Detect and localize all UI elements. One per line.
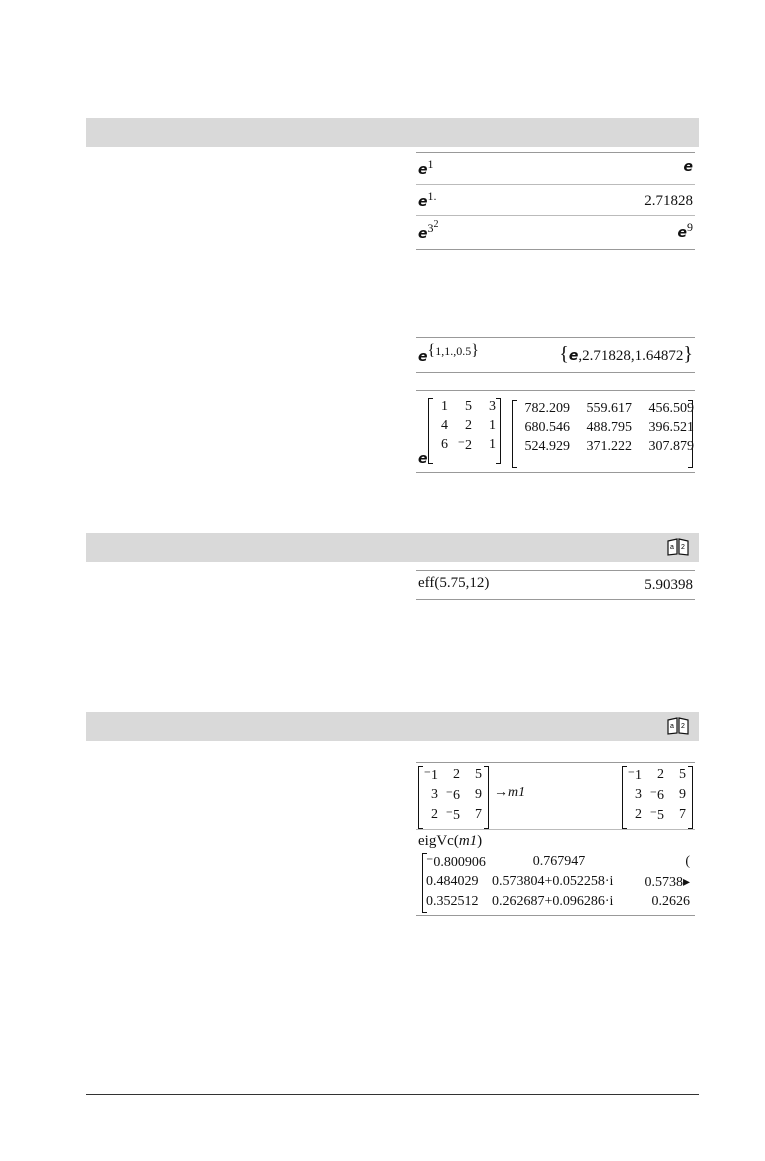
m1-matrix: ⁻1 2 5 3 ⁻6 9 2 ⁻5 7 [423, 767, 482, 823]
svg-text:a: a [670, 723, 674, 730]
example-row-3 [416, 215, 695, 249]
input-matrix: 1 5 3 4 2 1 6 ⁻2 1 [441, 399, 496, 453]
store-arrow: →m1 [494, 785, 526, 800]
result-matrix: 782.209 559.617 456.509 680.546 488.795 396.521 524.929 371.222 307.879 [524, 401, 694, 454]
footer-rule [86, 1094, 699, 1095]
result-bracket-right [688, 766, 693, 829]
example-row-1 [416, 153, 695, 184]
section-header-bar-1 [86, 118, 699, 147]
example-panel-eff [416, 570, 695, 600]
expression: $e^{1.}$ [418, 189, 437, 210]
eigvc-expression: eigVc(m1) [418, 833, 483, 849]
result: $e^9$ [677, 220, 693, 241]
example-panel-eigvc [416, 762, 695, 916]
result: 2.71828 [644, 193, 693, 209]
book-icon [667, 538, 689, 556]
expression: $e^1$ [418, 157, 434, 178]
svg-text:a: a [670, 544, 674, 551]
example-row-2 [416, 184, 695, 215]
result: {e,2.71828,1.64872} [559, 343, 693, 365]
result: e [683, 159, 693, 175]
e-base: e [418, 451, 428, 467]
bracket-right [484, 766, 489, 829]
book-icon [667, 717, 689, 735]
svg-text:2: 2 [681, 544, 685, 551]
row-divider [416, 829, 695, 830]
example-panel-exp [416, 152, 695, 250]
bracket-right [496, 398, 501, 464]
eigvc-result-matrix: ⁻0.800906 0.767947 ( 0.484029 0.573804+0.052258·i 0.5738▸ 0.352512 0.262687+0.096286·i 0.2626 [426, 854, 690, 909]
example-panel-list [416, 337, 695, 373]
svg-text:2: 2 [681, 723, 685, 730]
expression: $e^{\{1,1.,0.5\}}$ [418, 342, 479, 365]
section-header-bar-3 [86, 712, 699, 741]
result: 5.90398 [644, 577, 693, 593]
result-bracket-right [688, 400, 693, 468]
example-panel-matrix [416, 390, 695, 473]
m1-result-matrix: ⁻1 2 5 3 ⁻6 9 2 ⁻5 7 [627, 767, 686, 823]
expression: $e^{3^2}$ [418, 219, 439, 242]
expression: eff(5.75,12) [418, 575, 490, 591]
section-header-bar-2 [86, 533, 699, 562]
